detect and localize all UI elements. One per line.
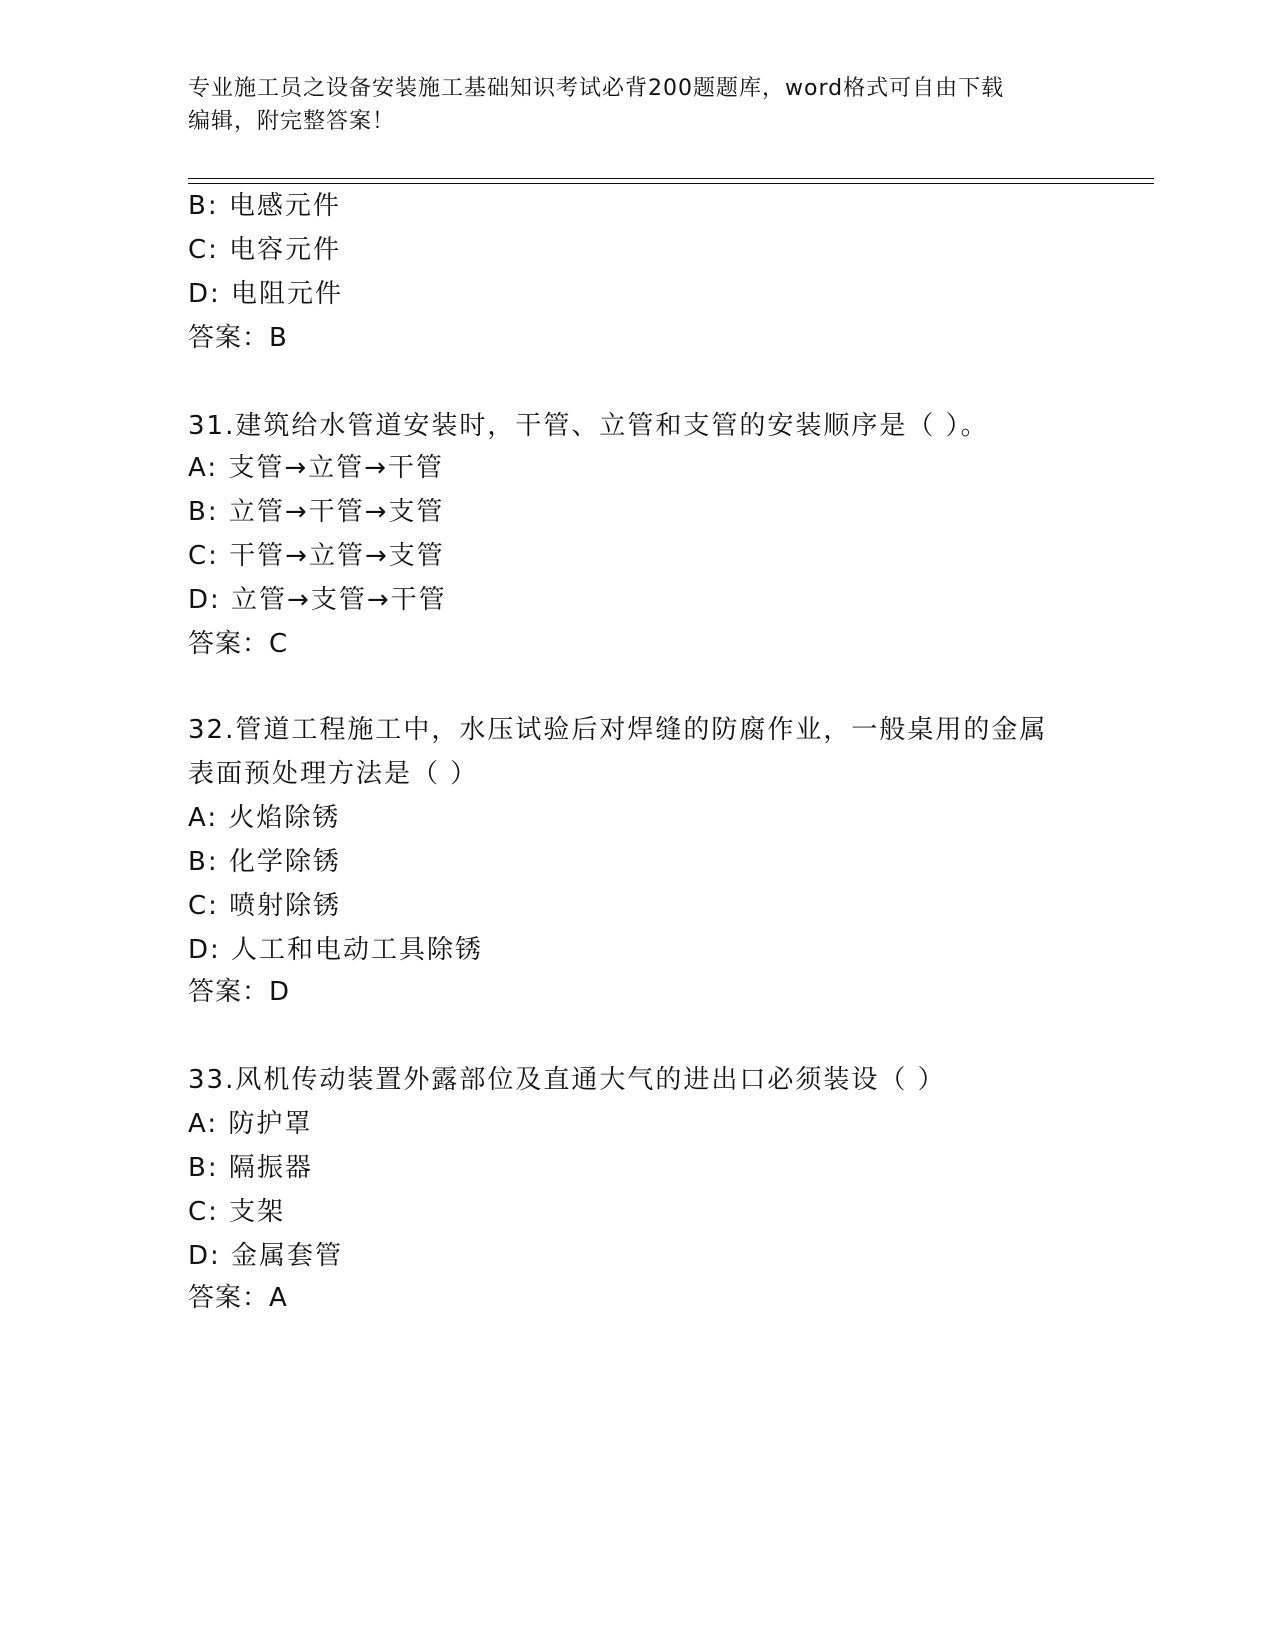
option-b: B: 隔振器 xyxy=(188,1153,313,1183)
question-32-stem-line-2: 表面预处理方法是（ ） xyxy=(188,759,479,789)
option-b: B: 化学除锈 xyxy=(188,847,341,877)
header-divider-bottom xyxy=(188,183,1154,184)
option-c: C: 电容元件 xyxy=(188,235,342,265)
header-divider-top xyxy=(188,178,1154,179)
option-d: D: 电阻元件 xyxy=(188,279,344,309)
option-c: C: 喷射除锈 xyxy=(188,891,342,921)
question-31-stem: 31.建筑给水管道安装时，干管、立管和支管的安装顺序是（ ）。 xyxy=(188,411,989,441)
option-d: D: 人工和电动工具除锈 xyxy=(188,935,484,965)
option-b: B: 电感元件 xyxy=(188,191,341,221)
option-a: A: 防护罩 xyxy=(188,1109,313,1139)
question-33-stem: 33.风机传动装置外露部位及直通大气的进出口必须装设（ ） xyxy=(188,1065,946,1095)
option-c: C: 干管→立管→支管 xyxy=(188,541,445,571)
answer-line: 答案：B xyxy=(188,323,288,353)
header-line-1: 专业施工员之设备安装施工基础知识考试必背200题题库，word格式可自由下载 xyxy=(188,76,1005,101)
option-a: A: 支管→立管→干管 xyxy=(188,453,444,483)
option-a: A: 火焰除锈 xyxy=(188,803,341,833)
question-32-stem-line-1: 32.管道工程施工中，水压试验后对焊缝的防腐作业，一般桌用的金属 xyxy=(188,715,1048,745)
option-d: D: 金属套管 xyxy=(188,1241,344,1271)
document-header xyxy=(188,72,1088,138)
option-c: C: 支架 xyxy=(188,1197,286,1227)
option-d: D: 立管→支管→干管 xyxy=(188,585,447,615)
header-line-2: 编辑，附完整答案！ xyxy=(188,109,396,134)
answer-line: 答案：A xyxy=(188,1283,288,1313)
option-b: B: 立管→干管→支管 xyxy=(188,497,445,527)
answer-line: 答案：D xyxy=(188,977,291,1007)
answer-line: 答案：C xyxy=(188,629,289,659)
